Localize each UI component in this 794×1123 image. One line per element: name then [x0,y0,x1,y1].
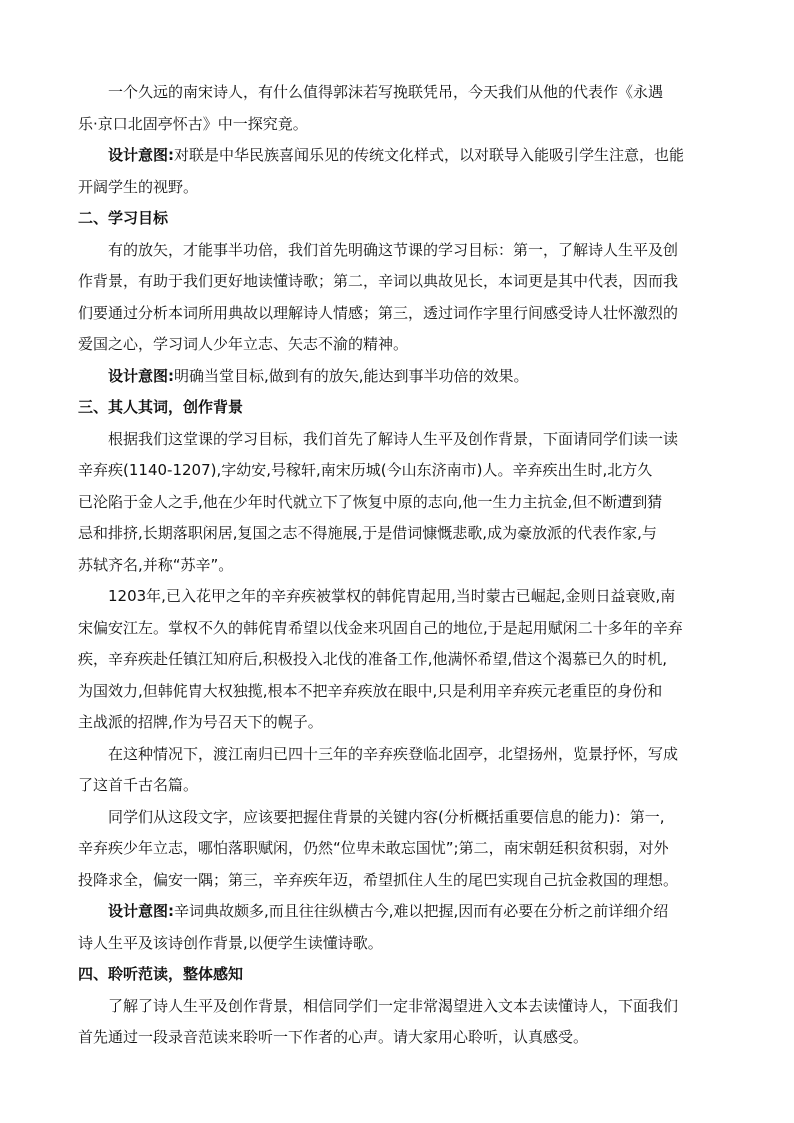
body-paragraph [78,991,718,1054]
text-line: 辛弃疾少年立志，哪怕落职赋闲，仍然“位卑未敢忘国忧”;第二，南宋朝廷积贫积弱，对外 [78,839,669,857]
section-title: 二、学习目标 [78,209,169,227]
text-line: 投降求全，偏安一隅；第三，辛弃疾年迈，希望抓住人生的尾巴实现自己抗金救国的理想。 [78,870,679,889]
text-line: 作背景，有助于我们更好地读懂诗歌；第二，辛词以典故见长，本词更是其中代表，因而我 [78,272,679,290]
section-title: 四、聆听范读，整体感知 [78,965,244,983]
design-intent-text: 明确当堂目标,做到有的放矢,能达到事半功倍的效果。 [174,366,529,385]
text-line [78,140,718,172]
design-intent-label: 设计意图: [108,902,174,920]
design-intent-paragraph [78,896,718,959]
text-line: 辛弃疾(1140-1207),字幼安,号稼轩,南宋历城(今山东济南市)人。辛弃疾出生时,北方久 [78,461,653,479]
design-intent-paragraph [78,140,718,203]
design-intent-text: 对联是中华民族喜闻乐见的传统文化样式，以对联导入能吸引学生注意，也能 [174,146,685,164]
text-line: 爱国之心，学习词人少年立志、矢志不渝的精神。 [78,335,409,353]
text-line: 已沦陷于金人之手,他在少年时代就立下了恢复中原的志向,他一生力主抗金,但不断遭到猜 [78,492,663,511]
document-page [78,77,718,1054]
text-line: 忌和排挤,长期落职闲居,复国之志不得施展,于是借词慷慨悲歌,成为豪放派的代表作家,与 [78,524,657,542]
text-line: 了这首千古名篇。 [78,776,199,794]
text-line: 在这种情况下，渡江南归已四十三年的辛弃疾登临北固亭，北望扬州，览景抒怀，写成 [108,744,679,763]
text-line: 苏轼齐名,并称“苏辛”。 [78,555,234,574]
text-line: 诗人生平及该诗创作背景,以便学生读懂诗歌。 [78,933,383,952]
section-title: 三、其人其词，创作背景 [78,398,244,416]
design-intent-text: 辛词典故颇多,而且往往纵横古今,难以把握,因而有必要在分析之前详细介绍 [174,902,669,920]
text-line: 们要通过分析本词所用典故以理解诗人情感；第三，透过词作字里行间感受诗人壮怀激烈的 [78,303,679,322]
design-intent-paragraph [78,361,718,393]
body-paragraph [78,581,718,739]
body-paragraph [78,424,718,582]
text-line [78,896,718,928]
text-line: 乐·京口北固亭怀古》中一探究竟。 [78,114,308,133]
text-line: 了解了诗人生平及创作背景，相信同学们一定非常渴望进入文本去读懂诗人，下面我们 [108,996,679,1015]
intro-paragraph [78,77,718,140]
design-intent-label: 设计意图: [108,146,174,164]
text-line: 主战派的招牌,作为号召天下的幌子。 [78,713,323,731]
body-paragraph [78,235,718,361]
text-line: 有的放矢，才能事半功倍，我们首先明确这节课的学习目标：第一，了解诗人生平及创 [108,240,679,259]
section-heading [78,203,718,235]
section-heading [78,392,718,424]
section-heading [78,959,718,991]
text-line: 首先通过一段录音范读来聆听一下作者的心声。请大家用心聆听，认真感受。 [78,1028,589,1046]
text-line: 1203年,已入花甲之年的辛弃疾被掌权的韩侂胄起用,当时蒙古已崛起,金则日益衰败,南 [108,587,676,605]
text-line: 疾，辛弃疾赴任镇江知府后,积极投入北伐的准备工作,他满怀希望,借这个渴慕已久的时机, [78,650,668,668]
design-intent-label: 设计意图: [108,366,174,385]
text-line: 一个久远的南宋诗人，有什么值得郭沫若写挽联凭吊，今天我们从他的代表作《永遇 [108,83,664,101]
body-paragraph [78,802,718,897]
text-line: 为国效力,但韩侂胄大权独揽,根本不把辛弃疾放在眼中,只是利用辛弃疾元老重臣的身份和 [78,681,663,700]
text-line [78,361,718,393]
text-line: 宋偏安江左。掌权不久的韩侂胄希望以伐金来巩固自己的地位,于是起用赋闲二十多年的辛弃 [78,618,683,637]
body-paragraph [78,739,718,802]
text-line: 根据我们这堂课的学习目标，我们首先了解诗人生平及创作背景，下面请同学们读一读 [108,429,679,448]
text-line: 同学们从这段文字，应该要把握住背景的关键内容(分析概括重要信息的能力)：第一, [108,807,665,826]
text-line: 开阔学生的视野。 [78,177,199,196]
